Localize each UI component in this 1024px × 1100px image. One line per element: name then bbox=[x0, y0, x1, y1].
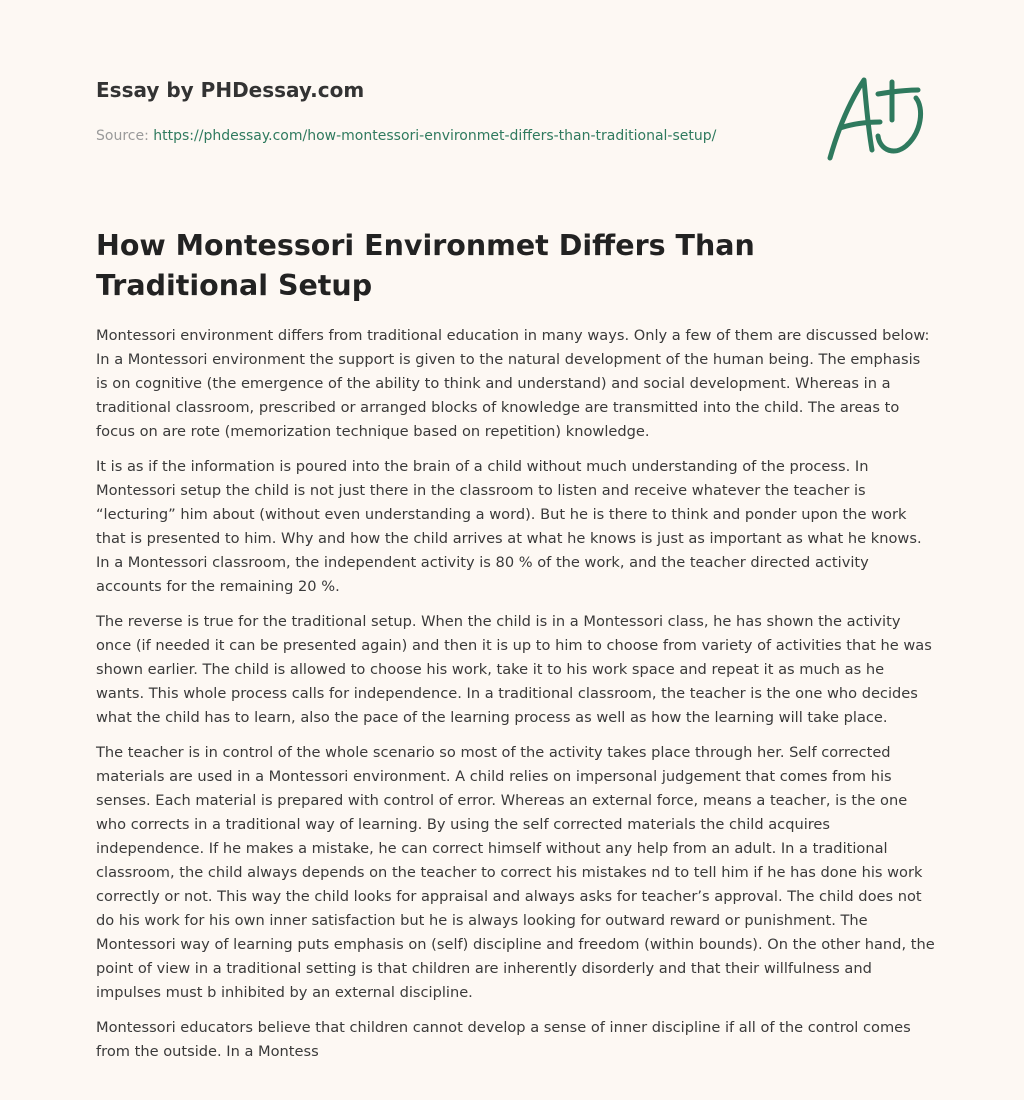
a-plus-grade-icon bbox=[822, 68, 926, 164]
site-title: Essay by PHDessay.com bbox=[96, 78, 365, 102]
essay-paragraph: Montessori environment differs from traditional education in many ways. Only a few of them are discussed below: In a Montessori environment the support is given to the natural development of the human being. The emphasis is on cognitive (the emergence of the ability to think and understand) and social development. Whereas in a traditional classroom, prescribed or arranged blocks of knowledge are transmitted into the child. The areas to focus on are rote (memorization technique based on repetition) knowledge. bbox=[96, 327, 930, 440]
source-label: Source: bbox=[96, 128, 149, 144]
page-header bbox=[96, 76, 796, 146]
essay-paragraph: The reverse is true for the traditional setup. When the child is in a Montessori class, he has shown the activity once (if needed it can be presented again) and then it is up to him to choose from variety of activities that he was shown earlier. The child is allowed to choose his work, take it to his work space and repeat it as much as he wants. This whole process calls for independence. In a traditional classroom, the teacher is the one who decides what the child has to learn, also the pace of the learning process as well as how the learning will take place. bbox=[96, 613, 932, 726]
essay-body bbox=[96, 324, 936, 1075]
source-line bbox=[96, 126, 796, 146]
source-link[interactable]: https://phdessay.com/how-montessori-environmet-differs-than-traditional-setup/ bbox=[153, 128, 717, 144]
essay-paragraph: It is as if the information is poured into the brain of a child without much understanding of the process. In Montessori setup the child is not just there in the classroom to listen and receive whatever the teacher is “lecturing” him about (without even understanding a word). But he is there to think and ponder upon the work that is presented to him. Why and how the child arrives at what he knows is just as important as what he knows. In a Montessori classroom, the independent activity is 80 % of the work, and the teacher directed activity accounts for the remaining 20 %. bbox=[96, 458, 922, 595]
essay-title: How Montessori Environmet Differs Than Traditional Setup bbox=[96, 229, 755, 302]
essay-paragraph: The teacher is in control of the whole scenario so most of the activity takes place through her. Self corrected materials are used in a Montessori environment. A child relies on impersonal judgement that comes from his senses. Each material is prepared with control of error. Whereas an external force, means a teacher, is the one who corrects in a traditional way of learning. By using the self corrected materials the child acquires independence. If he makes a mistake, he can correct himself without any help from an adult. In a traditional classroom, the child always depends on the teacher to correct his mistakes nd to tell him if he has done his work correctly or not. This way the child looks for appraisal and always asks for teacher’s approval. The child does not do his work for his own inner satisfaction but he is always looking for outward reward or punishment. The Montessori way of learning puts emphasis on (self) discipline and freedom (within bounds). On the other hand, the point of view in a traditional setting is that children are inherently disorderly and that their willfulness and impulses must b inhibited by an external discipline. bbox=[96, 744, 935, 1001]
essay-paragraph: Montessori educators believe that children cannot develop a sense of inner discipline if all of the control comes from the outside. In a Montess bbox=[96, 1019, 911, 1060]
